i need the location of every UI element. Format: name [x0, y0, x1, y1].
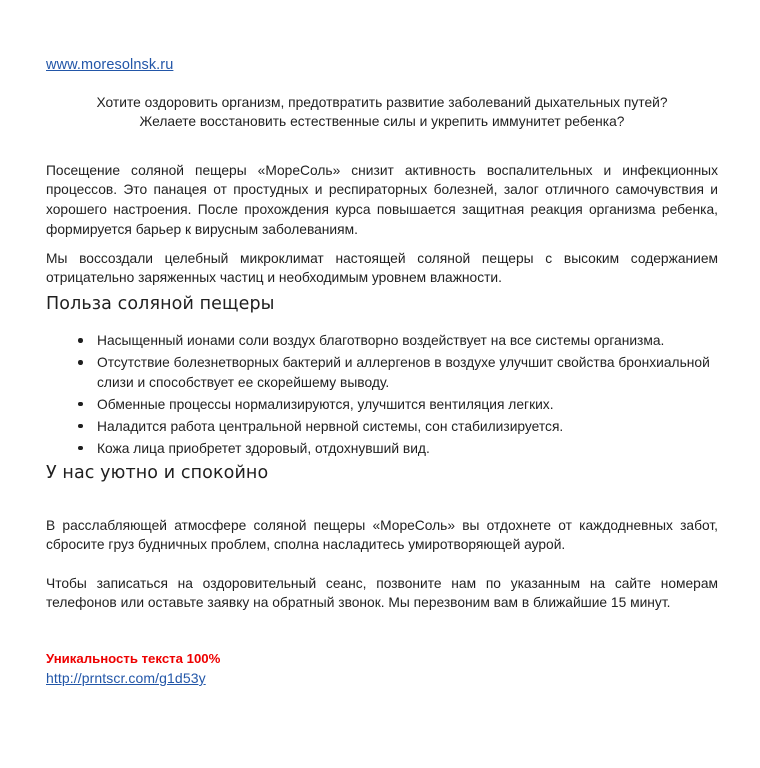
bullet-icon — [78, 446, 83, 451]
list-item-label: Кожа лица приобретет здоровый, отдохнувший вид. — [97, 440, 430, 456]
heading-benefits: Польза соляной пещеры — [46, 294, 275, 314]
proof-link[interactable]: http://prntscr.com/g1d53y — [46, 670, 206, 686]
bullet-icon — [78, 338, 83, 343]
bullet-icon — [78, 424, 83, 429]
paragraph-atmosphere: В расслабляющей атмосфере соляной пещеры «МореСоль» вы отдохнете от каждодневных забот, сбросите груз будничных проблем, сполна насладитесь умиротворяющей аурой. — [46, 517, 718, 553]
list-item-label: Отсутствие болезнетворных бактерий и аллергенов в воздухе улучшит свойства бронхиальной слизи и способствует ее скорейшему выводу. — [97, 355, 710, 390]
list-item-label: Наладится работа центральной нервной системы, сон стабилизируется. — [97, 418, 564, 434]
list-item — [46, 417, 718, 437]
list-item — [46, 395, 718, 415]
intro-question-block — [46, 93, 718, 131]
list-item-label: Насыщенный ионами соли воздух благотворно воздействует на все системы организма. — [97, 333, 665, 348]
intro-line-2: Желаете восстановить естественные силы и укрепить иммунитет ребенка? — [139, 114, 625, 129]
bullet-icon — [78, 402, 83, 407]
list-item — [46, 439, 718, 459]
bullet-icon — [78, 360, 83, 365]
paragraph-benefits-intro: Посещение соляной пещеры «МореСоль» снизит активность воспалительных и инфекционных процессов. Это панацея от простудных и респираторных болезней, залог отличного самочувствия и хорошего настроения. После прохождения курса повышается защитная реакция организма ребенка, формируется барьер к вирусным заболеваниям. — [46, 162, 718, 237]
benefits-list — [46, 331, 718, 461]
paragraph-microclimate: Мы воссоздали целебный микроклимат настоящей соляной пещеры с высоким содержанием отрицательно заряженных частиц и необходимым уровнем влажности. — [46, 250, 718, 286]
list-item — [46, 331, 718, 351]
paragraph-booking: Чтобы записаться на оздоровительный сеанс, позвоните нам по указанным на сайте номерам телефонов или оставьте заявку на обратный звонок. Мы перезвоним вам в ближайшие 15 минут. — [46, 575, 718, 611]
list-item-label: Обменные процессы нормализируются, улучшится вентиляция легких. — [97, 396, 554, 412]
intro-line-1: Хотите оздоровить организм, предотвратить развитие заболеваний дыхательных путей? — [96, 95, 668, 110]
site-url-row — [46, 56, 173, 74]
heading-cozy: У нас уютно и спокойно — [46, 463, 269, 483]
footer-block — [46, 650, 220, 688]
site-url-link[interactable]: www.moresolnsk.ru — [46, 57, 174, 73]
list-item — [46, 353, 718, 392]
uniqueness-label: Уникальность текста 100% — [46, 651, 221, 666]
proof-link-row — [46, 669, 220, 688]
